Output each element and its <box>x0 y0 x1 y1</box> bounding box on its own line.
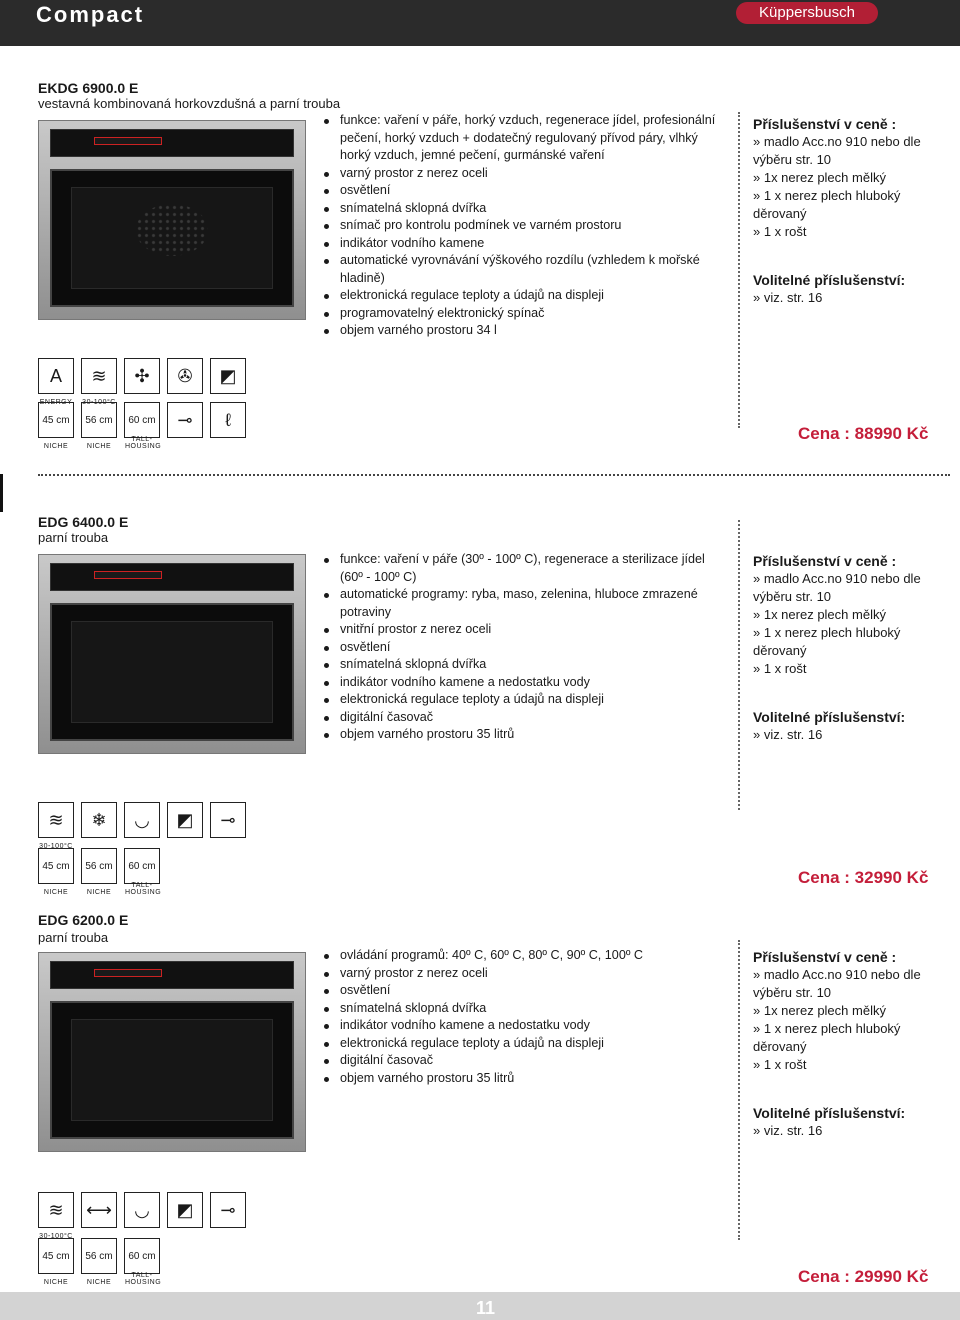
accessory-item: » 1x nerez plech mělký <box>753 1003 886 1018</box>
steam-fan-icon <box>124 358 160 394</box>
tall-housing-60-icon-glyph: 60 cm <box>128 414 156 426</box>
feature-item: funkce: vaření v páře, horký vzduch, regenerace jídel, profesionální pečení, horký vzduch + dodatečný regulovaný přívod páry, vlhký horký vzduch, jemné pečení, gurmánské vaření <box>324 112 729 165</box>
niche-56-icon <box>81 1238 117 1286</box>
icon-label: TALL-HOUSING <box>125 1272 162 1286</box>
page-title: Compact <box>36 2 145 27</box>
feature-item: funkce: vaření v páře (30º - 100º C), regenerace a sterilizace jídel (60º - 100º C) <box>324 551 729 586</box>
model-name: EDG 6200.0 E <box>38 912 129 928</box>
divider <box>738 112 740 428</box>
feature-item: indikátor vodního kamene <box>324 235 729 253</box>
accessories-block <box>753 948 943 1140</box>
model-subtitle: parní trouba <box>38 530 109 545</box>
oven-image <box>38 554 306 754</box>
feature-list <box>324 551 729 744</box>
descaling-icon-glyph: ℓ <box>225 410 231 430</box>
steam-dish-icon-glyph: ◡ <box>134 1200 150 1220</box>
icon-label: ENERGY <box>39 399 73 406</box>
key-lock-icon <box>167 402 203 438</box>
page-header <box>0 0 960 46</box>
key-lock-icon <box>210 1192 246 1228</box>
brand-logo: Küppersbusch <box>736 2 878 24</box>
fan-icon-glyph: ✇ <box>177 366 193 386</box>
feature-item: indikátor vodního kamene a nedostatku vody <box>324 674 729 692</box>
niche-56-icon-glyph: 56 cm <box>85 414 113 426</box>
feature-item: ovládání programů: 40º C, 60º C, 80º C, 90º C, 100º C <box>324 947 729 965</box>
feature-item: snímač pro kontrolu podmínek ve varném prostoru <box>324 217 729 235</box>
spacer <box>753 1074 943 1104</box>
icon-label: NICHE <box>86 443 112 450</box>
icon-label: TALL-HOUSING <box>125 436 162 450</box>
accessory-item: » 1 x rošt <box>753 1057 807 1072</box>
optional-title: Volitelné příslušenství: <box>753 709 906 725</box>
feature-item: objem varného prostoru 35 litrů <box>324 1070 729 1088</box>
accessory-item: » madlo Acc.no 910 nebo dle <box>753 134 921 149</box>
niche-56-icon-glyph: 56 cm <box>85 860 113 872</box>
accessory-item: » 1 x nerez plech hluboký <box>753 188 901 203</box>
accessory-item: » madlo Acc.no 910 nebo dle <box>753 571 921 586</box>
niche-45-icon <box>38 1238 74 1286</box>
icon-label: 30-100°C <box>82 399 116 406</box>
steam-temperature-icon-glyph: ≋ <box>48 810 64 830</box>
tall-housing-60-icon <box>124 1238 162 1286</box>
spacer <box>753 678 943 708</box>
accessory-item: » 1x nerez plech mělký <box>753 607 886 622</box>
oven-window <box>71 621 273 723</box>
wide-cavity-icon-glyph: ⟷ <box>86 1200 112 1220</box>
icon-label: NICHE <box>43 1279 69 1286</box>
fan-grille <box>136 204 208 256</box>
feature-item: digitální časovač <box>324 1052 729 1070</box>
page-footer <box>0 1292 960 1320</box>
accessories-title: Příslušenství v ceně : <box>753 116 897 132</box>
spacer <box>753 241 943 271</box>
fan-icon <box>167 358 203 394</box>
feature-list <box>324 112 729 340</box>
section-marker <box>0 474 3 512</box>
accessory-item: » 1 x nerez plech hluboký <box>753 1021 901 1036</box>
accessory-item: » 1 x rošt <box>753 224 807 239</box>
feature-item: osvětlení <box>324 182 729 200</box>
icon-label: 30-100°C <box>39 1233 73 1240</box>
accessory-item: » 1 x nerez plech hluboký <box>753 625 901 640</box>
energy-class-icon-glyph: A <box>49 366 62 386</box>
steam-temperature-icon <box>81 358 117 406</box>
defrost-icon <box>81 802 117 838</box>
accessories-block <box>753 115 943 307</box>
separator <box>38 474 950 476</box>
feature-item: elektronická regulace teploty a údajů na displeji <box>324 1035 729 1053</box>
control-panel <box>50 563 295 591</box>
optional-item: » viz. str. 16 <box>753 290 823 305</box>
steam-fan-icon-glyph: ✣ <box>134 366 150 386</box>
feature-item: osvětlení <box>324 639 729 657</box>
wide-cavity-icon <box>81 1192 117 1228</box>
niche-45-icon-glyph: 45 cm <box>42 414 70 426</box>
accessory-item: » madlo Acc.no 910 nebo dle <box>753 967 921 982</box>
tall-housing-60-icon-glyph: 60 cm <box>128 860 156 872</box>
oven-image <box>38 952 306 1152</box>
feature-item: elektronická regulace teploty a údajů na displeji <box>324 691 729 709</box>
accessory-item: výběru str. 10 <box>753 985 832 1000</box>
feature-item: automatické programy: ryba, maso, zelenina, hluboce zmrazené potraviny <box>324 586 729 621</box>
tall-housing-60-icon-glyph: 60 cm <box>128 1250 156 1262</box>
feature-item: osvětlení <box>324 982 729 1000</box>
steam-dish-icon-glyph: ◡ <box>134 810 150 830</box>
accessory-item: výběru str. 10 <box>753 152 832 167</box>
water-tank-icon-glyph: ◩ <box>219 366 237 386</box>
accessories-title: Příslušenství v ceně : <box>753 553 897 569</box>
oven-door <box>50 1001 295 1140</box>
accessory-item: » 1 x rošt <box>753 661 807 676</box>
water-tank-icon <box>167 1192 203 1228</box>
accessory-item: výběru str. 10 <box>753 589 832 604</box>
icon-label: NICHE <box>86 1279 112 1286</box>
water-tank-icon-glyph: ◩ <box>176 1200 194 1220</box>
feature-item: digitální časovač <box>324 709 729 727</box>
price: Cena : 29990 Kč <box>798 1267 929 1286</box>
icon-label: 30-100°C <box>39 843 73 850</box>
feature-item: objem varného prostoru 34 l <box>324 322 729 340</box>
optional-title: Volitelné příslušenství: <box>753 1105 906 1121</box>
key-lock-icon-glyph: ⊸ <box>220 810 236 830</box>
water-tank-icon <box>167 802 203 838</box>
feature-list <box>324 947 729 1087</box>
oven-display <box>94 969 162 977</box>
descaling-icon <box>210 402 246 438</box>
defrost-icon-glyph: ❄ <box>91 810 107 830</box>
accessory-item: děrovaný <box>753 643 807 658</box>
model-subtitle: parní trouba <box>38 930 109 945</box>
icon-label: NICHE <box>43 889 69 896</box>
feature-item: automatické vyrovnávání výškového rozdílu (vzhledem k mořské hladině) <box>324 252 729 287</box>
key-lock-icon-glyph: ⊸ <box>177 410 193 430</box>
optional-item: » viz. str. 16 <box>753 1123 823 1138</box>
steam-temperature-icon <box>38 802 74 850</box>
oven-image <box>38 120 306 320</box>
icon-label: TALL-HOUSING <box>125 882 162 896</box>
niche-45-icon <box>38 402 74 450</box>
control-panel <box>50 961 295 989</box>
niche-56-icon <box>81 402 117 450</box>
oven-door <box>50 603 295 742</box>
feature-item: indikátor vodního kamene a nedostatku vody <box>324 1017 729 1035</box>
feature-item: snímatelná sklopná dvířka <box>324 656 729 674</box>
icon-label: NICHE <box>43 443 69 450</box>
oven-window <box>71 187 273 289</box>
steam-temperature-icon <box>38 1192 74 1240</box>
water-tank-icon-glyph: ◩ <box>176 810 194 830</box>
model-name: EKDG 6900.0 E <box>38 80 139 96</box>
niche-45-icon <box>38 848 74 896</box>
control-panel <box>50 129 295 157</box>
page-number: 11 <box>476 1298 496 1318</box>
feature-item: programovatelný elektronický spínač <box>324 305 729 323</box>
tall-housing-60-icon <box>124 402 162 450</box>
feature-item: varný prostor z nerez oceli <box>324 165 729 183</box>
key-lock-icon <box>210 802 246 838</box>
steam-dish-icon <box>124 802 160 838</box>
key-lock-icon-glyph: ⊸ <box>220 1200 236 1220</box>
oven-display <box>94 571 162 579</box>
feature-item: objem varného prostoru 35 litrů <box>324 726 729 744</box>
niche-45-icon-glyph: 45 cm <box>42 860 70 872</box>
oven-display <box>94 137 162 145</box>
accessory-item: » 1x nerez plech mělký <box>753 170 886 185</box>
icon-label: NICHE <box>86 889 112 896</box>
steam-temperature-icon-glyph: ≋ <box>48 1200 64 1220</box>
tall-housing-60-icon <box>124 848 162 896</box>
feature-item: varný prostor z nerez oceli <box>324 965 729 983</box>
model-name: EDG 6400.0 E <box>38 514 129 530</box>
optional-item: » viz. str. 16 <box>753 727 823 742</box>
divider <box>738 520 740 810</box>
steam-dish-icon <box>124 1192 160 1228</box>
accessory-item: děrovaný <box>753 1039 807 1054</box>
price: Cena : 32990 Kč <box>798 868 929 887</box>
optional-title: Volitelné příslušenství: <box>753 272 906 288</box>
divider <box>738 940 740 1240</box>
accessories-title: Příslušenství v ceně : <box>753 949 897 965</box>
accessories-block <box>753 552 943 744</box>
model-subtitle: vestavná kombinovaná horkovzdušná a parní trouba <box>38 96 341 111</box>
niche-45-icon-glyph: 45 cm <box>42 1250 70 1262</box>
feature-item: snímatelná sklopná dvířka <box>324 1000 729 1018</box>
feature-item: elektronická regulace teploty a údajů na displeji <box>324 287 729 305</box>
niche-56-icon-glyph: 56 cm <box>85 1250 113 1262</box>
steam-temperature-icon-glyph: ≋ <box>91 366 107 386</box>
feature-item: vnitřní prostor z nerez oceli <box>324 621 729 639</box>
niche-56-icon <box>81 848 117 896</box>
energy-class-icon <box>38 358 74 406</box>
feature-item: snímatelná sklopná dvířka <box>324 200 729 218</box>
accessory-item: děrovaný <box>753 206 807 221</box>
water-tank-icon <box>210 358 246 394</box>
price: Cena : 88990 Kč <box>798 424 929 443</box>
oven-door <box>50 169 295 308</box>
oven-window <box>71 1019 273 1121</box>
